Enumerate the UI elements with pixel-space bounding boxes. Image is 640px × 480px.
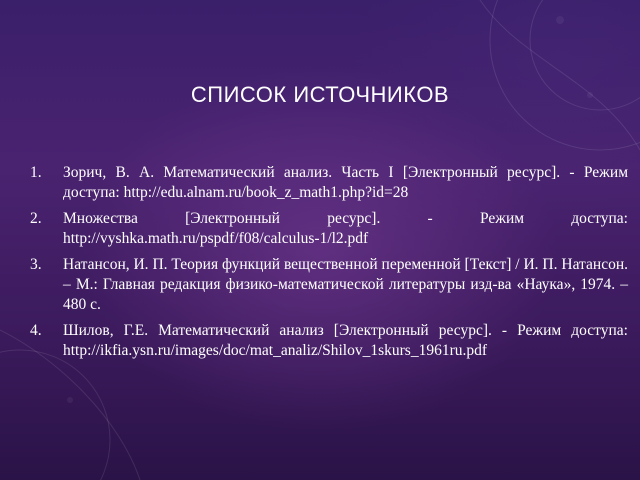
- source-text: Шилов, Г.Е. Математический анализ [Электронный ресурс]. - Режим доступа: http://ikfia.ysn.ru/images/doc/mat_analiz/Shilov_1skurs_1961ru.pdf: [63, 322, 628, 359]
- source-text: Зорич, В. А. Математический анализ. Часть I [Электронный ресурс]. - Режим доступа: http://edu.alnam.ru/book_z_math1.php?id=28: [63, 164, 628, 201]
- source-text: Множества [Электронный ресурс]. - Режим доступа: http://vyshka.math.ru/pspdf/f08/calculus-1/l2.pdf: [63, 210, 628, 247]
- sources-list: [30, 163, 628, 367]
- source-number: 4.: [30, 322, 42, 339]
- source-item-1: [30, 163, 628, 203]
- source-number: 2.: [30, 210, 42, 227]
- source-item-2: [30, 209, 628, 249]
- source-number: 3.: [30, 256, 42, 273]
- source-item-4: [30, 321, 628, 361]
- source-item-3: [30, 255, 628, 315]
- slide-title: СПИСОК ИСТОЧНИКОВ: [190, 82, 450, 107]
- source-text: Натансон, И. П. Теория функций вещественной переменной [Текст] / И. П. Натансон. – М.: Главная редакция физико-математической литературы изд-ва «Наука», 1974. – 480 с.: [63, 256, 628, 313]
- source-number: 1.: [30, 164, 42, 181]
